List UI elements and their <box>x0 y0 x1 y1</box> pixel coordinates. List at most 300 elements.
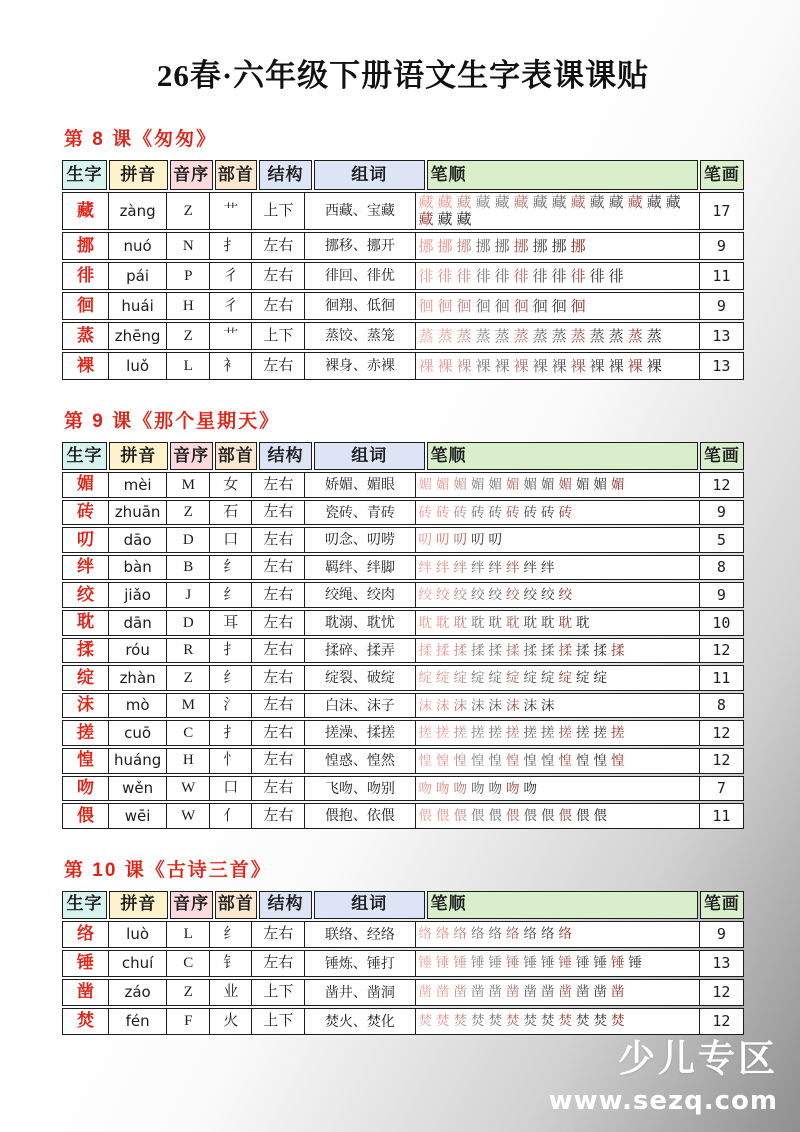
col-header-structure: 结构 <box>259 442 312 470</box>
cell-pinyin: luǒ <box>108 353 166 379</box>
cell-character: 偎 <box>76 805 94 825</box>
stroke-step: 搓 <box>506 725 520 741</box>
cell-radical: 口 <box>209 528 251 552</box>
stroke-step: 耽 <box>471 615 485 631</box>
stroke-step: 沫 <box>418 697 433 713</box>
cell-pinyin: huáng <box>108 749 166 773</box>
stroke-step: 惶 <box>558 752 573 768</box>
stroke-step: 绊 <box>488 559 503 575</box>
cell-structure: 上下 <box>251 1009 304 1034</box>
stroke-step: 裸 <box>646 357 662 375</box>
col-header-structure: 结构 <box>259 160 312 190</box>
cell-stroke-count: 12 <box>699 639 743 663</box>
cell-radical: 艹 <box>209 193 251 229</box>
stroke-step: 耽 <box>453 615 468 631</box>
cell-structure: 左右 <box>251 721 304 745</box>
cell-stroke-count: 12 <box>699 980 743 1005</box>
cell-alphabetical-order: D <box>166 528 209 552</box>
stroke-step: 徊 <box>494 297 510 315</box>
cell-pinyin: fén <box>108 1009 166 1034</box>
table-row <box>62 638 744 664</box>
stroke-step: 徘 <box>551 267 567 285</box>
cell-stroke-count: 11 <box>699 804 743 828</box>
stroke-step: 蒸 <box>437 327 453 345</box>
cell-words: 西藏、宝藏 <box>304 193 414 229</box>
cell-alphabetical-order: R <box>166 639 209 663</box>
cell-stroke-order <box>415 694 699 718</box>
cell-alphabetical-order: W <box>166 804 209 828</box>
cell-pinyin: jiǎo <box>108 583 166 607</box>
stroke-step: 揉 <box>471 642 485 658</box>
cell-structure: 左右 <box>251 293 304 319</box>
stroke-step: 揉 <box>436 642 450 658</box>
cell-alphabetical-order: C <box>166 721 209 745</box>
stroke-step: 沫 <box>436 697 450 713</box>
cell-words: 揉碎、揉弄 <box>304 639 414 663</box>
stroke-step: 绞 <box>418 587 433 603</box>
table-row <box>62 527 744 553</box>
stroke-step: 绊 <box>506 559 520 575</box>
stroke-step: 媚 <box>471 477 485 493</box>
cell-alphabetical-order: P <box>166 263 209 289</box>
stroke-step: 沫 <box>523 697 538 713</box>
stroke-step: 偎 <box>541 808 555 824</box>
cell-alphabetical-order: J <box>166 583 209 607</box>
cell-stroke-count: 11 <box>699 666 743 690</box>
stroke-step: 砖 <box>471 504 485 520</box>
cell-stroke-order <box>415 951 699 976</box>
stroke-step: 绽 <box>436 670 450 686</box>
cell-character: 徊 <box>76 295 94 315</box>
stroke-step: 叨 <box>471 532 485 548</box>
stroke-step: 焚 <box>453 1013 468 1029</box>
stroke-step: 耽 <box>523 615 538 631</box>
stroke-step: 徊 <box>456 297 472 315</box>
stroke-step: 揉 <box>506 642 520 658</box>
stroke-step: 徘 <box>475 267 491 285</box>
cell-words: 羁绊、绊脚 <box>304 556 414 580</box>
stroke-step: 绞 <box>541 587 555 603</box>
cell-character: 锤 <box>76 952 94 972</box>
cell-stroke-count: 8 <box>699 694 743 718</box>
cell-character: 沫 <box>76 695 94 715</box>
cell-character: 砖 <box>76 502 94 522</box>
stroke-step: 挪 <box>437 237 453 255</box>
vocab-table-lesson-8 <box>62 160 744 380</box>
cell-words: 叨念、叨唠 <box>304 528 414 552</box>
stroke-step: 绊 <box>418 559 433 575</box>
cell-pinyin: záo <box>108 980 166 1005</box>
page-title: 26春·六年级下册语文生字表课课贴 <box>156 58 650 93</box>
stroke-step: 焚 <box>523 1013 538 1029</box>
stroke-step: 耽 <box>436 615 450 631</box>
stroke-step: 徘 <box>532 267 548 285</box>
cell-stroke-count: 9 <box>699 501 743 525</box>
stroke-step: 络 <box>453 926 468 942</box>
cell-alphabetical-order: B <box>166 556 209 580</box>
cell-pinyin: zàng <box>108 193 166 229</box>
stroke-step: 锤 <box>558 955 573 971</box>
stroke-step: 搓 <box>558 725 573 741</box>
stroke-step: 耽 <box>576 615 590 631</box>
cell-words: 绞绳、绞肉 <box>304 583 414 607</box>
cell-stroke-order <box>415 922 699 947</box>
cell-stroke-count: 7 <box>699 777 743 801</box>
cell-words: 挪移、挪开 <box>304 233 414 259</box>
col-header-stroke-order: 笔顺 <box>427 442 698 470</box>
stroke-step: 挪 <box>418 237 434 255</box>
stroke-step: 藏 <box>418 211 434 228</box>
stroke-step: 绽 <box>593 670 608 686</box>
cell-structure: 上下 <box>251 193 304 229</box>
stroke-step: 耽 <box>418 615 433 631</box>
lesson-section-10 <box>62 855 744 1035</box>
stroke-step: 络 <box>488 926 503 942</box>
stroke-step: 沫 <box>541 697 555 713</box>
cell-alphabetical-order: H <box>166 749 209 773</box>
cell-character: 徘 <box>76 265 94 285</box>
stroke-step: 络 <box>523 926 538 942</box>
stroke-step: 惶 <box>453 752 468 768</box>
stroke-step: 偎 <box>488 808 503 824</box>
stroke-step: 挪 <box>551 237 567 255</box>
stroke-step: 绽 <box>506 670 520 686</box>
cell-words: 锤炼、锤打 <box>304 951 414 976</box>
stroke-step: 挪 <box>475 237 491 255</box>
cell-radical: 耳 <box>209 611 251 635</box>
stroke-step: 藏 <box>456 194 472 211</box>
stroke-step: 偎 <box>576 808 590 824</box>
stroke-step: 络 <box>436 926 450 942</box>
stroke-step: 砖 <box>506 504 520 520</box>
stroke-step: 焚 <box>488 1013 503 1029</box>
cell-radical: 纟 <box>209 922 251 947</box>
cell-alphabetical-order: Z <box>166 193 209 229</box>
stroke-step: 藏 <box>513 194 529 211</box>
col-header-pinyin: 拼音 <box>109 891 168 919</box>
stroke-step: 锤 <box>576 955 590 971</box>
cell-stroke-count: 9 <box>699 233 743 259</box>
stroke-step: 沫 <box>488 697 503 713</box>
cell-alphabetical-order: N <box>166 233 209 259</box>
stroke-step: 蒸 <box>418 327 434 345</box>
stroke-step: 媚 <box>611 477 625 493</box>
stroke-step: 凿 <box>593 984 608 1000</box>
stroke-step: 络 <box>506 926 520 942</box>
cell-stroke-order <box>415 263 699 289</box>
cell-radical: 扌 <box>209 721 251 745</box>
col-header-character: 生字 <box>62 442 107 470</box>
stroke-step: 徊 <box>570 297 586 315</box>
stroke-step: 吻 <box>506 780 520 796</box>
cell-stroke-order <box>415 583 699 607</box>
cell-character: 惶 <box>76 750 94 770</box>
stroke-step: 绞 <box>471 587 485 603</box>
stroke-step: 媚 <box>541 477 555 493</box>
cell-alphabetical-order: D <box>166 611 209 635</box>
stroke-step: 惶 <box>471 752 485 768</box>
table-row <box>62 693 744 719</box>
stroke-step: 徘 <box>437 267 453 285</box>
stroke-step: 搓 <box>488 725 503 741</box>
stroke-step: 焚 <box>541 1013 555 1029</box>
cell-structure: 左右 <box>251 263 304 289</box>
cell-stroke-order <box>415 528 699 552</box>
cell-character: 焚 <box>76 1010 94 1030</box>
cell-pinyin: bàn <box>108 556 166 580</box>
cell-radical: 口 <box>209 777 251 801</box>
table-header-row <box>62 160 744 190</box>
table-row <box>62 500 744 526</box>
stroke-step: 络 <box>541 926 555 942</box>
col-header-radical: 部首 <box>215 891 257 919</box>
stroke-step: 偎 <box>558 808 573 824</box>
col-header-stroke-count: 笔画 <box>700 442 744 470</box>
stroke-step: 叨 <box>453 532 468 548</box>
stroke-step: 吻 <box>471 780 485 796</box>
stroke-step: 锤 <box>523 955 538 971</box>
stroke-step: 绞 <box>488 587 503 603</box>
stroke-step: 绊 <box>453 559 468 575</box>
cell-structure: 左右 <box>251 353 304 379</box>
cell-radical: 艹 <box>209 323 251 349</box>
cell-radical: 火 <box>209 1009 251 1034</box>
stroke-step: 揉 <box>453 642 468 658</box>
cell-character: 揉 <box>76 640 94 660</box>
stroke-step: 惶 <box>436 752 450 768</box>
cell-alphabetical-order: M <box>166 473 209 497</box>
watermark <box>549 1028 778 1116</box>
stroke-step: 挪 <box>570 237 586 255</box>
col-header-character: 生字 <box>62 891 107 919</box>
stroke-step: 惶 <box>418 752 433 768</box>
stroke-step: 裸 <box>532 357 548 375</box>
table-row <box>62 192 744 230</box>
stroke-step: 绽 <box>418 670 433 686</box>
stroke-step: 挪 <box>494 237 510 255</box>
stroke-step: 绽 <box>576 670 590 686</box>
stroke-step: 媚 <box>488 477 503 493</box>
stroke-step: 徘 <box>494 267 510 285</box>
cell-words: 搓澡、揉搓 <box>304 721 414 745</box>
stroke-step: 徊 <box>513 297 529 315</box>
cell-stroke-order <box>415 804 699 828</box>
stroke-step: 锤 <box>593 955 608 971</box>
col-header-radical: 部首 <box>215 160 257 190</box>
col-header-stroke-order: 笔顺 <box>427 160 698 190</box>
col-header-words: 组词 <box>314 160 424 190</box>
cell-stroke-count: 12 <box>699 1009 743 1034</box>
stroke-step: 藏 <box>627 194 643 211</box>
cell-character: 藏 <box>76 200 94 220</box>
cell-stroke-count: 8 <box>699 556 743 580</box>
cell-character: 吻 <box>76 777 94 797</box>
cell-radical: 忄 <box>209 749 251 773</box>
col-header-stroke-order: 笔顺 <box>427 891 698 919</box>
cell-character: 媚 <box>76 474 94 494</box>
table-row <box>62 352 744 380</box>
table-row <box>62 979 744 1006</box>
stroke-step: 绽 <box>523 670 538 686</box>
cell-stroke-order <box>415 721 699 745</box>
stroke-step: 徘 <box>608 267 624 285</box>
cell-pinyin: nuó <box>108 233 166 259</box>
stroke-step: 凿 <box>611 984 625 1000</box>
stroke-step: 砖 <box>418 504 433 520</box>
stroke-step: 徊 <box>475 297 491 315</box>
stroke-step: 搓 <box>453 725 468 741</box>
stroke-step: 惶 <box>611 752 625 768</box>
stroke-step: 偎 <box>453 808 468 824</box>
cell-structure: 左右 <box>251 804 304 828</box>
cell-alphabetical-order: Z <box>166 501 209 525</box>
stroke-step: 绞 <box>558 587 573 603</box>
stroke-step: 揉 <box>523 642 538 658</box>
cell-stroke-count: 12 <box>699 473 743 497</box>
stroke-step: 藏 <box>418 194 434 211</box>
stroke-step: 蒸 <box>646 327 662 345</box>
cell-character: 绊 <box>76 557 94 577</box>
cell-words: 白沫、沫子 <box>304 694 414 718</box>
stroke-step: 凿 <box>523 984 538 1000</box>
cell-radical: 扌 <box>209 639 251 663</box>
cell-alphabetical-order: F <box>166 1009 209 1034</box>
col-header-pinyin: 拼音 <box>109 160 168 190</box>
stroke-step: 砖 <box>523 504 538 520</box>
stroke-step: 裸 <box>456 357 472 375</box>
cell-words: 凿井、凿洞 <box>304 980 414 1005</box>
cell-pinyin: cuō <box>108 721 166 745</box>
cell-structure: 上下 <box>251 323 304 349</box>
cell-words: 瓷砖、青砖 <box>304 501 414 525</box>
stroke-step: 绊 <box>523 559 538 575</box>
cell-structure: 左右 <box>251 528 304 552</box>
stroke-step: 焚 <box>471 1013 485 1029</box>
cell-words: 蒸饺、蒸笼 <box>304 323 414 349</box>
stroke-step: 揉 <box>611 642 625 658</box>
col-header-pinyin: 拼音 <box>109 442 168 470</box>
cell-stroke-order <box>415 980 699 1005</box>
stroke-step: 络 <box>471 926 485 942</box>
stroke-step: 锤 <box>436 955 450 971</box>
vocab-table-lesson-10 <box>62 891 744 1035</box>
cell-pinyin: wěn <box>108 777 166 801</box>
stroke-step: 绊 <box>541 559 555 575</box>
stroke-step: 徘 <box>513 267 529 285</box>
stroke-step: 惶 <box>593 752 608 768</box>
table-row <box>62 322 744 350</box>
table-row <box>62 555 744 581</box>
stroke-step: 沫 <box>453 697 468 713</box>
cell-character: 络 <box>76 923 94 943</box>
stroke-step: 绞 <box>506 587 520 603</box>
stroke-step: 砖 <box>436 504 450 520</box>
cell-radical: 纟 <box>209 666 251 690</box>
cell-structure: 左右 <box>251 666 304 690</box>
stroke-step: 揉 <box>541 642 555 658</box>
col-header-character: 生字 <box>62 160 107 190</box>
stroke-step: 媚 <box>436 477 450 493</box>
stroke-step: 徘 <box>456 267 472 285</box>
stroke-step: 吻 <box>418 780 433 796</box>
stroke-step: 徊 <box>437 297 453 315</box>
stroke-step: 藏 <box>665 194 681 211</box>
cell-stroke-count: 12 <box>699 749 743 773</box>
cell-radical: 扌 <box>209 233 251 259</box>
cell-stroke-count: 9 <box>699 293 743 319</box>
vocab-table-lesson-9 <box>62 442 744 829</box>
cell-radical: 衤 <box>209 353 251 379</box>
cell-stroke-count: 9 <box>699 922 743 947</box>
stroke-step: 锤 <box>541 955 555 971</box>
cell-words: 焚火、焚化 <box>304 1009 414 1034</box>
stroke-step: 叨 <box>488 532 503 548</box>
cell-stroke-order <box>415 473 699 497</box>
stroke-step: 裸 <box>475 357 491 375</box>
cell-radical: 钅 <box>209 951 251 976</box>
cell-stroke-order <box>415 193 699 229</box>
cell-pinyin: zhàn <box>108 666 166 690</box>
table-row <box>62 921 744 948</box>
cell-structure: 左右 <box>251 694 304 718</box>
table-row <box>62 610 744 636</box>
cell-stroke-count: 13 <box>699 353 743 379</box>
stroke-step: 偎 <box>593 808 608 824</box>
table-row <box>62 232 744 260</box>
cell-words: 徘回、徘优 <box>304 263 414 289</box>
cell-stroke-count: 17 <box>699 193 743 229</box>
stroke-step: 锤 <box>611 955 625 971</box>
cell-radical: 业 <box>209 980 251 1005</box>
cell-pinyin: wēi <box>108 804 166 828</box>
cell-pinyin: mò <box>108 694 166 718</box>
cell-pinyin: luò <box>108 922 166 947</box>
cell-character: 凿 <box>76 981 94 1001</box>
stroke-step: 凿 <box>471 984 485 1000</box>
stroke-step: 裸 <box>551 357 567 375</box>
cell-stroke-order <box>415 639 699 663</box>
stroke-step: 绽 <box>558 670 573 686</box>
cell-alphabetical-order: C <box>166 951 209 976</box>
stroke-step: 惶 <box>488 752 503 768</box>
stroke-step: 络 <box>418 926 433 942</box>
cell-pinyin: mèi <box>108 473 166 497</box>
stroke-step: 吻 <box>488 780 503 796</box>
col-header-stroke-count: 笔画 <box>700 160 744 190</box>
stroke-step: 揉 <box>576 642 590 658</box>
stroke-step: 偎 <box>506 808 520 824</box>
cell-stroke-order <box>415 666 699 690</box>
stroke-step: 绽 <box>471 670 485 686</box>
stroke-step: 锤 <box>418 955 433 971</box>
cell-stroke-order <box>415 556 699 580</box>
cell-radical: 纟 <box>209 583 251 607</box>
lesson-heading: 第 9 课《那个星期天》 <box>64 411 281 432</box>
stroke-step: 惶 <box>523 752 538 768</box>
cell-structure: 左右 <box>251 556 304 580</box>
stroke-step: 砖 <box>541 504 555 520</box>
stroke-step: 徘 <box>589 267 605 285</box>
col-header-structure: 结构 <box>259 891 312 919</box>
stroke-step: 沫 <box>471 697 485 713</box>
stroke-step: 焚 <box>558 1013 573 1029</box>
cell-stroke-count: 13 <box>699 951 743 976</box>
stroke-step: 砖 <box>558 504 573 520</box>
stroke-step: 绞 <box>436 587 450 603</box>
stroke-step: 蒸 <box>494 327 510 345</box>
stroke-step: 偎 <box>523 808 538 824</box>
stroke-step: 蒸 <box>589 327 605 345</box>
